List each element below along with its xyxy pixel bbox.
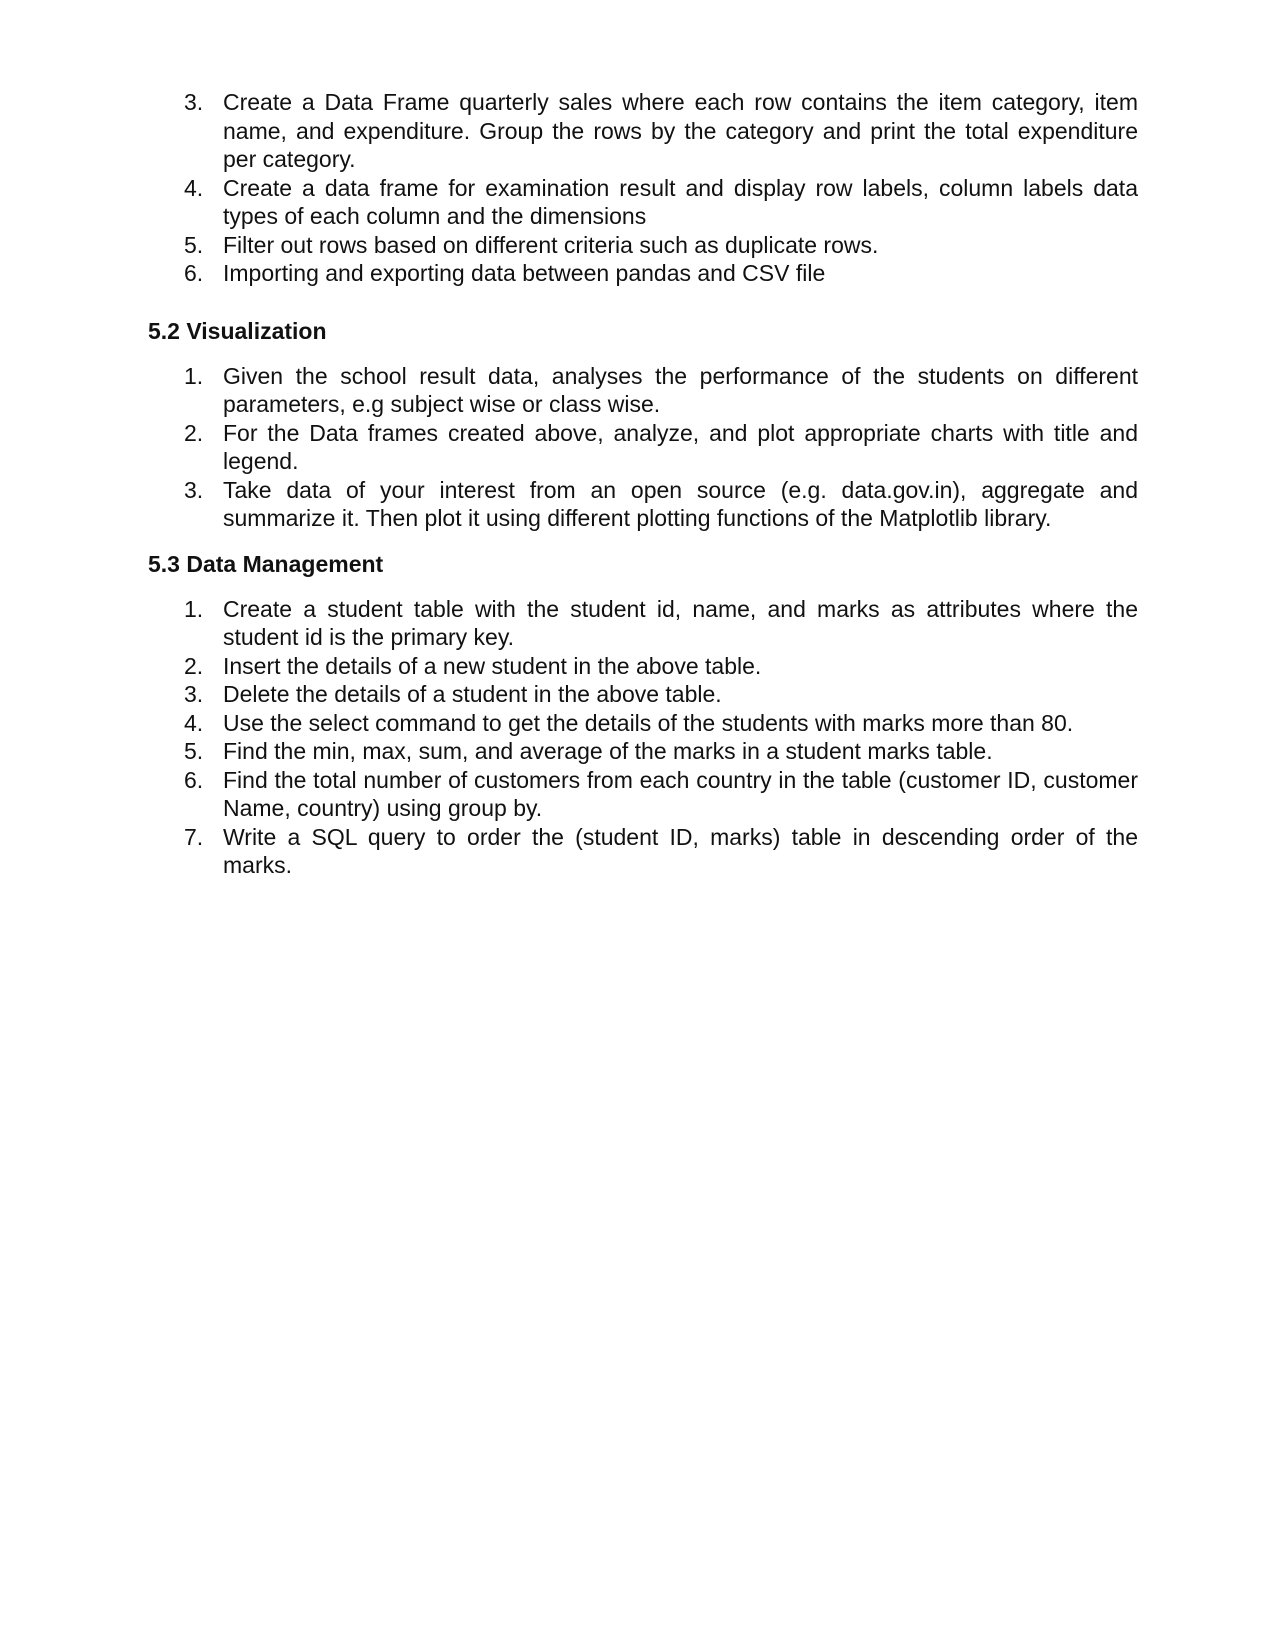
list-item — [148, 595, 1138, 652]
list-item-number: 5. — [184, 738, 204, 764]
list-item — [148, 419, 1138, 476]
document-content — [148, 88, 1138, 880]
list-item-text: For the Data frames created above, analyze, and plot appropriate charts with title and legend. — [223, 419, 1138, 474]
list-item-text: Importing and exporting data between pandas and CSV file — [223, 260, 826, 286]
list-item-text: Take data of your interest from an open source (e.g. data.gov.in), aggregate and summarize it. Then plot it using different plotting functions of the Matplotlib library. — [223, 476, 1138, 531]
data-management-list — [148, 595, 1138, 880]
list-item — [148, 476, 1138, 533]
list-item-number: 5. — [184, 231, 204, 258]
list-item — [148, 766, 1138, 823]
list-item-number: 1. — [184, 595, 204, 622]
list-item-text: Insert the details of a new student in the above table. — [223, 652, 762, 679]
list-item-text: Find the total number of customers from each country in the table (customer ID, customer Name, country) using group by. — [223, 766, 1138, 821]
list-item-text: Delete the details of a student in the above table. — [223, 681, 722, 707]
list-item — [148, 259, 1138, 288]
list-item — [148, 362, 1138, 419]
list-item-number: 2. — [184, 652, 204, 679]
list-item-text: Create a student table with the student id, name, and marks as attributes where the student id is the primary key. — [223, 595, 1138, 650]
list-item — [148, 88, 1138, 174]
list-item — [148, 823, 1138, 880]
list-item-number: 6. — [184, 260, 204, 286]
list-item-text: Write a SQL query to order the (student ID, marks) table in descending order of the marks. — [223, 823, 1138, 878]
list-item-number: 1. — [184, 362, 204, 389]
list-item — [148, 680, 1138, 709]
list-item — [148, 709, 1138, 738]
list-item — [148, 737, 1138, 766]
list-item-text: Create a Data Frame quarterly sales where each row contains the item category, item name, and expenditure. Group the rows by the category and print the total expenditure per category. — [223, 89, 1138, 172]
list-item-text: Create a data frame for examination result and display row labels, column labels data types of each column and the dimensions — [223, 174, 1138, 229]
list-item — [148, 174, 1138, 231]
visualization-list — [148, 362, 1138, 533]
continued-list — [148, 88, 1138, 288]
list-item-number: 2. — [184, 419, 204, 446]
section-heading-data-management: 5.3 Data Management — [148, 550, 384, 577]
list-item-number: 3. — [184, 89, 204, 115]
list-item — [148, 231, 1138, 260]
list-item-text: Use the select command to get the details of the students with marks more than 80. — [223, 709, 1074, 736]
list-item-number: 4. — [184, 709, 204, 736]
list-item-number: 6. — [184, 766, 204, 793]
list-item-text: Filter out rows based on different criteria such as duplicate rows. — [223, 231, 879, 258]
list-item-number: 3. — [184, 681, 204, 707]
list-item-number: 7. — [184, 823, 204, 850]
list-item-text: Given the school result data, analyses the performance of the students on different parameters, e.g subject wise or class wise. — [223, 362, 1138, 417]
list-item — [148, 652, 1138, 681]
section-heading-visualization: 5.2 Visualization — [148, 317, 327, 344]
list-item-number: 3. — [184, 476, 204, 503]
list-item-text: Find the min, max, sum, and average of the marks in a student marks table. — [223, 738, 993, 764]
list-item-number: 4. — [184, 174, 204, 201]
